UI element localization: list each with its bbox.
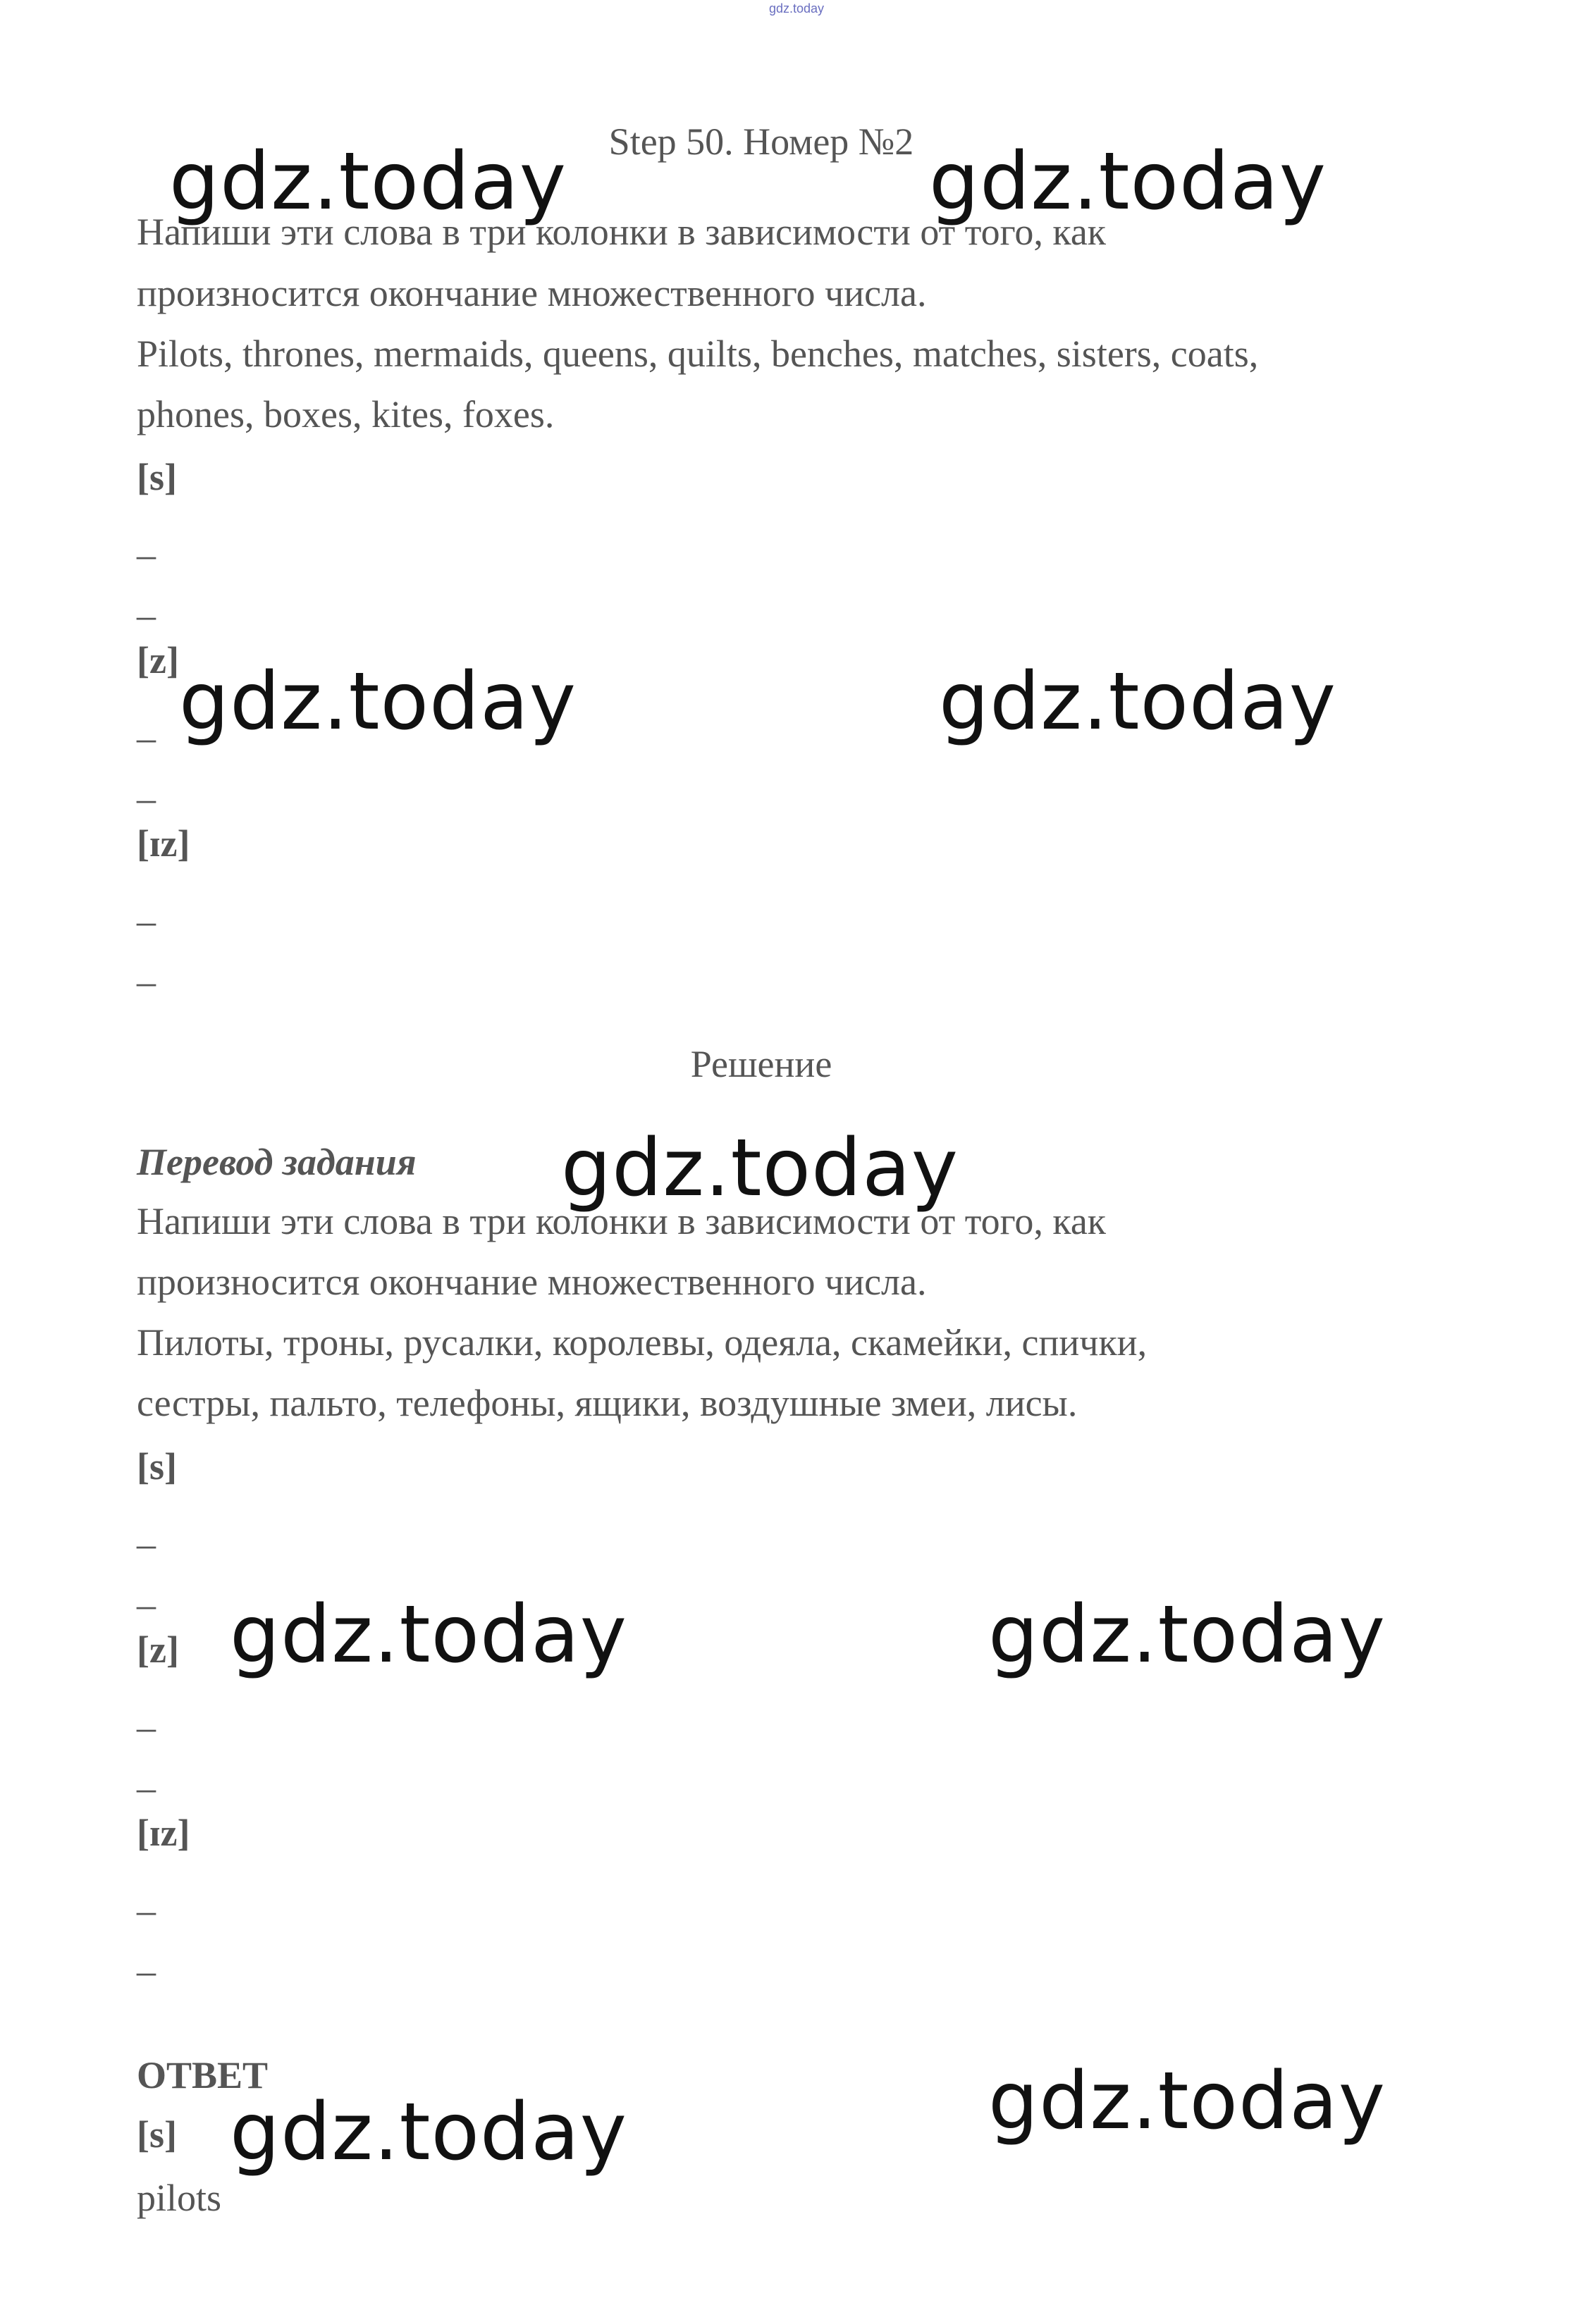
watermark-logo: gdz.today <box>939 656 1337 748</box>
translation-column-z: [z] <box>137 1628 179 1671</box>
solution-heading: Решение <box>690 1043 832 1085</box>
task-dash: – <box>137 533 156 576</box>
translation-column-s: [s] <box>137 1445 177 1488</box>
translation-line-3: Пилоты, троны, русалки, королевы, одеяла, скамейки, спички, <box>137 1321 1148 1364</box>
translation-dash: – <box>137 1950 156 1992</box>
watermark-logo: gdz.today <box>988 1589 1386 1681</box>
watermark-logo: gdz.today <box>230 2087 628 2178</box>
watermark-logo: gdz.today <box>561 1123 959 1214</box>
task-column-iz: [ɪz] <box>137 822 190 865</box>
task-dash: – <box>137 594 156 636</box>
answer-column-s: [s] <box>137 2113 177 2156</box>
task-line-1: Напиши эти слова в три колонки в зависимости от того, как <box>137 211 1107 253</box>
watermark-logo: gdz.today <box>179 656 577 748</box>
page-title: Step 50. Номер №2 <box>608 120 914 163</box>
translation-dash: – <box>137 1706 156 1748</box>
translation-heading: Перевод задания <box>137 1141 417 1183</box>
translation-dash: – <box>137 1523 156 1565</box>
translation-line-2: произносится окончание множественного числа. <box>137 1261 927 1303</box>
watermark-logo: gdz.today <box>169 136 567 228</box>
task-column-s: [s] <box>137 456 177 498</box>
translation-column-iz: [ɪz] <box>137 1812 190 1854</box>
answer-item: pilots <box>137 2177 222 2219</box>
task-line-3: Pilots, thrones, mermaids, queens, quilts, benches, matches, sisters, coats, <box>137 333 1259 375</box>
task-column-z: [z] <box>137 639 179 681</box>
translation-dash: – <box>137 1767 156 1809</box>
watermark-logo: gdz.today <box>988 2056 1386 2147</box>
task-dash: – <box>137 960 156 1003</box>
task-line-2: произносится окончание множественного числа. <box>137 272 927 314</box>
translation-line-4: сестры, пальто, телефоны, ящики, воздушные змеи, лисы. <box>137 1382 1078 1424</box>
task-line-4: phones, boxes, kites, foxes. <box>137 393 555 435</box>
task-dash: – <box>137 777 156 820</box>
translation-dash: – <box>137 1889 156 1931</box>
watermark-logo: gdz.today <box>929 136 1327 228</box>
answer-heading: ОТВЕТ <box>137 2054 269 2096</box>
task-dash: – <box>137 717 156 759</box>
translation-line-1: Напиши эти слова в три колонки в зависимости от того, как <box>137 1200 1107 1242</box>
translation-dash: – <box>137 1583 156 1626</box>
task-dash: – <box>137 900 156 942</box>
header-watermark: gdz.today <box>768 1 825 16</box>
watermark-logo: gdz.today <box>230 1589 628 1681</box>
